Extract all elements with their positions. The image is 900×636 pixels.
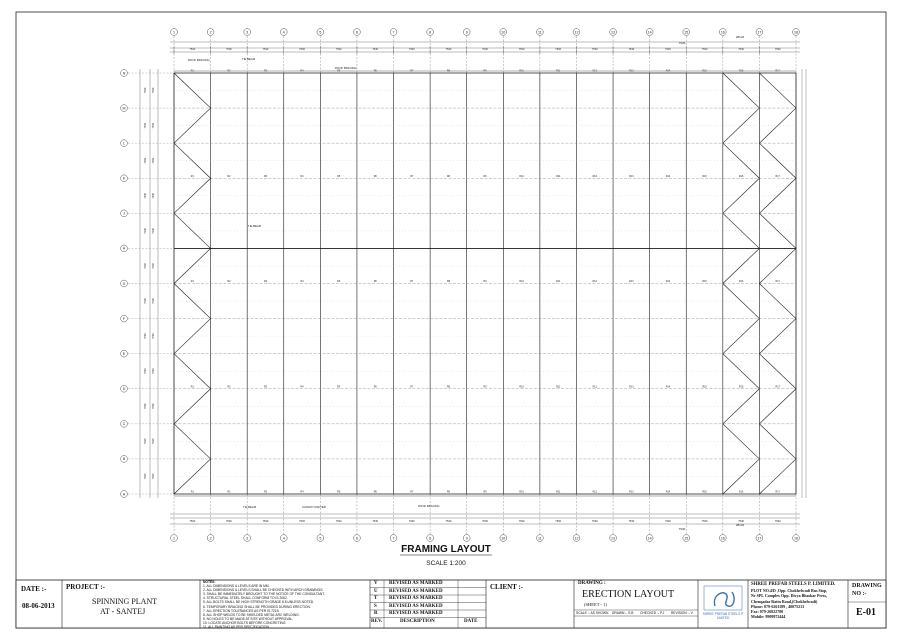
dim-text: 7530 xyxy=(152,122,155,129)
dim-bottom: 7530 xyxy=(678,527,686,531)
dim-text: 7530 xyxy=(152,473,155,480)
member-tag: R12 xyxy=(592,490,597,494)
scale-info: SCALE :- AS SHOWN xyxy=(576,611,609,615)
column-bubble-top-text: 1 xyxy=(173,30,175,35)
revision-desc: REVISED AS MARKED xyxy=(389,581,443,586)
column-bubble-top-text: 2 xyxy=(209,30,212,35)
date-label: DATE :- xyxy=(21,585,47,593)
note-line: 8. ALL SHOP WELDS TO BE SHIELDED METAL ARC WELDING. xyxy=(203,612,300,617)
row-bubble-text: L xyxy=(123,141,125,146)
annotation-tie-beam: TIE BEAM xyxy=(242,57,256,61)
dim-text: 7530 xyxy=(335,48,342,51)
bracing-member xyxy=(174,213,211,248)
dim-text: 7530 xyxy=(144,87,147,94)
member-tag: R8 xyxy=(446,174,450,178)
dim-text: 7530 xyxy=(482,48,488,51)
member-tag: R6 xyxy=(373,385,377,389)
bracing-member xyxy=(759,108,796,143)
bracing-member xyxy=(759,213,796,248)
bracing-member xyxy=(174,108,211,143)
notes-block xyxy=(203,580,368,629)
dim-text: 7530 xyxy=(591,48,598,51)
dim-top-right: 28142 xyxy=(735,35,745,39)
member-tag: R7 xyxy=(410,385,414,389)
bracing-member xyxy=(174,424,211,459)
member-tag: R16 xyxy=(738,69,744,73)
dim-text: 7530 xyxy=(518,48,525,51)
annotation-roof-bracing: ROOF BRACING xyxy=(188,58,210,62)
member-tag: R12 xyxy=(592,385,597,389)
revision-rev: U xyxy=(374,588,378,594)
address-line: Nr SPL Complex Opp. Divya Bhaskar Press, xyxy=(751,593,828,599)
dim-text: 7530 xyxy=(555,48,562,51)
dim-text: 7530 xyxy=(152,192,155,199)
note-line: 1. ALL DIMENSIONS & LEVELS ARE IN MM. xyxy=(203,584,270,589)
framing-plan xyxy=(121,29,806,542)
row-bubble-text: J xyxy=(123,211,125,216)
column-bubble-bottom-text: 11 xyxy=(538,536,542,541)
dim-text: 7530 xyxy=(189,48,196,51)
column-bubble-bottom-text: 15 xyxy=(684,536,689,541)
bracing-member xyxy=(759,354,796,389)
member-tag: R16 xyxy=(738,280,744,283)
column-bubble-top-text: 8 xyxy=(429,30,432,35)
member-tag: R2 xyxy=(227,69,231,73)
member-tag: R9 xyxy=(483,280,487,283)
dim-text: 7530 xyxy=(144,122,147,129)
drawing-sheet: (SHEET - 1) xyxy=(584,602,607,607)
dim-text: 7530 xyxy=(482,520,488,523)
row-bubble-text: D xyxy=(122,387,126,392)
member-tag: R6 xyxy=(373,174,377,178)
column-bubble-bottom-text: 7 xyxy=(392,536,395,541)
member-tag: R1 xyxy=(190,69,194,73)
revision-rev: R xyxy=(374,611,378,616)
note-line: 3. SHALL BE IMMEDIATELY BROUGHT TO THE NOTICE OF THE CONSULTANT. xyxy=(203,592,325,597)
member-tag: R3 xyxy=(263,280,268,283)
column-bubble-top-text: 7 xyxy=(392,30,395,35)
address-line: Fax: 079-26822780 xyxy=(751,609,784,615)
dim-text: 7530 xyxy=(225,520,232,523)
dim-text: 7530 xyxy=(591,520,598,523)
note-line: 2. ALL DIMENSIONS & LEVELS SHALL BE CHECKED WITH ARCH DRAWINGS. xyxy=(203,588,324,593)
dim-text: 7530 xyxy=(665,48,671,51)
dim-text: 7530 xyxy=(335,520,342,523)
column-bubble-bottom-text: 5 xyxy=(319,536,322,541)
column-bubble-bottom-text: 2 xyxy=(209,536,212,541)
column-bubble-bottom-text: 12 xyxy=(574,536,579,541)
revision-rev: T xyxy=(374,596,378,601)
drawing-no-label: DRAWING NO :- xyxy=(852,583,882,597)
dim-text: 7530 xyxy=(144,333,147,340)
dim-text: 7530 xyxy=(152,157,155,164)
address-line: Chenqadar Ratin Road,(Chokhelwadi) xyxy=(751,598,818,604)
bracing-member xyxy=(174,143,211,178)
drawing-label: DRAWING : xyxy=(578,581,606,586)
member-tag: R14 xyxy=(665,174,671,178)
dim-text: 7530 xyxy=(262,520,269,523)
note-line: 9. NO HOLES TO BE MADE AT SITE WITHOUT APPROVAL. xyxy=(203,616,294,621)
bracing-member xyxy=(174,389,211,424)
member-tag: R2 xyxy=(227,385,231,389)
bracing-member xyxy=(174,319,211,354)
bracing-member xyxy=(759,178,796,213)
member-tag: R9 xyxy=(483,385,487,389)
column-bubble-bottom-text: 17 xyxy=(757,536,762,541)
bracing-member xyxy=(174,459,211,494)
rev-header: REV. xyxy=(371,619,383,624)
annotation-tie-beam: TIE BEAM xyxy=(243,505,257,509)
dim-top: 7530 xyxy=(678,41,686,45)
member-tag: R7 xyxy=(410,280,414,283)
revision-rev: V xyxy=(374,581,378,586)
dim-text: 7530 xyxy=(628,520,635,523)
dim-text: 7530 xyxy=(144,227,147,234)
member-tag: R8 xyxy=(446,385,450,389)
member-tag: R13 xyxy=(629,490,634,494)
member-tag: R1 xyxy=(190,490,194,494)
drawn-info: DRAWN :- S.B xyxy=(612,611,634,615)
note-line: 5. ALL BOLTS SHALL BE HIGH STRENGTH GRADE 8.8 UNLESS NOTED. xyxy=(203,600,315,605)
dim-text: 7530 xyxy=(144,263,147,269)
bracing-member xyxy=(759,459,796,494)
company-name: SHREE PREFAB STEELS P. LIMITED. xyxy=(751,582,836,587)
member-tag: R8 xyxy=(446,280,450,283)
column-bubble-bottom-text: 3 xyxy=(246,536,249,541)
drawing-scale: SCALE 1:200 xyxy=(426,560,466,567)
drawing-number: E-01 xyxy=(856,607,876,618)
address-line: PLOT NO.4/D ,Opp. Chokhelwadi Bus Stop, xyxy=(751,588,828,593)
member-tag: R17 xyxy=(775,385,780,389)
bracing-member xyxy=(759,284,796,319)
member-tag: R17 xyxy=(775,174,780,178)
column-bubble-top-text: 5 xyxy=(319,30,322,35)
member-tag: R4 xyxy=(300,174,304,178)
member-tag: R2 xyxy=(227,280,231,283)
project-line-2: AT - SANTEJ xyxy=(100,607,146,616)
member-tag: R10 xyxy=(519,69,524,73)
column-bubble-top-text: 9 xyxy=(465,30,468,35)
member-tag: R12 xyxy=(592,174,597,178)
member-tag: R13 xyxy=(629,280,634,283)
dim-text: 7530 xyxy=(152,403,155,410)
row-bubble-text: G xyxy=(122,281,126,286)
member-tag: R5 xyxy=(337,490,341,494)
annotation-canopy-rafter: CANOPY RAFTER xyxy=(302,505,326,509)
member-tag: R7 xyxy=(410,490,414,494)
address-line: Mobile: 9909972444 xyxy=(751,614,786,620)
dim-text: 7530 xyxy=(152,263,155,269)
member-tag: R2 xyxy=(227,490,231,494)
member-tag: R9 xyxy=(483,69,487,73)
drawing-name: ERECTION LAYOUT xyxy=(582,589,675,600)
member-tag: R1 xyxy=(190,385,194,389)
dim-text: 7530 xyxy=(372,520,379,523)
member-tag: R12 xyxy=(592,69,597,73)
column-bubble-top-text: 13 xyxy=(611,30,616,35)
member-tag: R11 xyxy=(556,174,561,178)
dim-text: 7530 xyxy=(701,48,708,51)
revision-rev: S xyxy=(374,603,377,609)
column-bubble-top-text: 11 xyxy=(538,30,542,35)
revision-desc: REVISED AS MARKED xyxy=(389,596,443,601)
member-tag: R8 xyxy=(446,490,450,494)
row-bubble-text: K xyxy=(122,176,126,181)
annotation-roof-bracing: ROOF BRACING xyxy=(418,504,440,508)
member-tag: R10 xyxy=(519,174,524,178)
column-bubble-top-text: 17 xyxy=(757,30,762,35)
member-tag: R13 xyxy=(629,69,634,73)
member-tag: R7 xyxy=(410,69,414,73)
member-tag: R4 xyxy=(300,280,304,283)
member-tag: R4 xyxy=(300,385,304,389)
dim-text: 7530 xyxy=(152,227,155,234)
row-bubble-text: H xyxy=(122,246,126,251)
bracing-member xyxy=(174,248,211,283)
member-tag: R8 xyxy=(446,69,450,73)
member-tag: R5 xyxy=(337,385,341,389)
note-line: 4. STRUCTURAL STEEL SHALL CONFORM TO IS 2062. xyxy=(203,596,288,601)
column-bubble-bottom-text: 9 xyxy=(465,536,468,541)
column-bubble-bottom-text: 18 xyxy=(794,536,798,541)
client-label: CLIENT :- xyxy=(490,583,524,591)
logo-caption: SHREE PREFAB STEELS P LIMITED xyxy=(702,612,744,620)
dim-text: 7530 xyxy=(628,48,635,51)
drawing-title: FRAMING LAYOUT xyxy=(401,544,491,555)
dim-text: 7530 xyxy=(152,333,155,340)
column-bubble-bottom-text: 14 xyxy=(647,536,652,541)
row-bubble-text: F xyxy=(122,316,126,321)
column-bubble-bottom-text: 4 xyxy=(282,536,285,541)
member-tag: R16 xyxy=(738,385,744,389)
member-tag: R4 xyxy=(300,69,304,73)
dim-text: 7530 xyxy=(408,520,415,523)
note-line: 10. LOCATE ANCHOR BOLTS BEFORE CONCRETING. xyxy=(203,620,287,625)
column-bubble-top-text: 6 xyxy=(355,30,358,35)
dim-text: 7530 xyxy=(144,192,147,199)
member-tag: R6 xyxy=(373,490,377,494)
member-tag: R15 xyxy=(702,385,707,389)
annotation-roof-bracing: ROOF BRACING xyxy=(335,66,357,70)
member-tag: R14 xyxy=(665,69,671,73)
dim-text: 7530 xyxy=(144,368,147,375)
column-bubble-bottom-text: 16 xyxy=(720,536,725,541)
column-bubble-top-text: 4 xyxy=(282,30,285,35)
address-line: Phone: 079-6261189 , 40075213 xyxy=(751,603,805,609)
dim-text: 7530 xyxy=(152,298,155,304)
dim-text: 7530 xyxy=(262,48,269,51)
dim-text: 7530 xyxy=(738,520,745,523)
project-label: PROJECT :- xyxy=(66,583,105,591)
column-bubble-top-text: 14 xyxy=(647,30,652,35)
member-tag: R1 xyxy=(190,280,194,283)
row-bubble-text: C xyxy=(122,422,126,427)
member-tag: R11 xyxy=(556,280,561,283)
dim-text: 7530 xyxy=(701,520,708,523)
dim-text: 7530 xyxy=(408,48,415,51)
member-tag: R15 xyxy=(702,174,707,178)
member-tag: R17 xyxy=(775,69,780,73)
dim-text: 7530 xyxy=(225,48,232,51)
column-bubble-top-text: 12 xyxy=(574,30,579,35)
desc-header: DESCRIPTION xyxy=(400,619,435,624)
member-tag: R14 xyxy=(665,385,671,389)
member-tag: R10 xyxy=(519,385,524,389)
dim-text: 7530 xyxy=(152,87,155,94)
member-tag: R15 xyxy=(702,69,707,73)
dim-text: 7530 xyxy=(144,438,147,445)
dim-text: 7530 xyxy=(152,438,155,445)
row-bubble-text: N xyxy=(122,71,126,76)
dim-text: 7530 xyxy=(445,520,452,523)
date-header: DATE xyxy=(464,619,478,624)
dim-text: 7530 xyxy=(774,520,781,523)
dim-text: 7530 xyxy=(144,403,147,410)
member-tag: R9 xyxy=(483,174,487,178)
company-address xyxy=(751,588,827,620)
column-bubble-bottom-text: 8 xyxy=(429,536,432,541)
annotation-tie-beam: TIE BEAM xyxy=(248,224,262,228)
dim-text: 7530 xyxy=(144,298,147,304)
member-tag: R11 xyxy=(556,385,561,389)
dim-text: 7530 xyxy=(774,48,781,51)
member-tag: R16 xyxy=(738,490,744,494)
note-line: 6. TEMPORARY BRACING SHALL BE PROVIDED DURING ERECTION. xyxy=(203,604,311,609)
member-tag: R17 xyxy=(775,490,780,494)
revision-desc: REVISED AS MARKED xyxy=(389,603,443,609)
dim-text: 7530 xyxy=(189,520,196,523)
member-tag: R11 xyxy=(556,490,561,494)
project-line-1: SPINNING PLANT xyxy=(92,597,158,606)
member-tag: R13 xyxy=(629,385,634,389)
row-bubble-text: A xyxy=(122,492,126,497)
member-tag: R15 xyxy=(702,280,707,283)
member-tag: R14 xyxy=(665,280,671,283)
member-tag: R15 xyxy=(702,490,707,494)
bracing-member xyxy=(759,319,796,354)
member-tag: R10 xyxy=(519,280,524,283)
bracing-member xyxy=(174,284,211,319)
column-bubble-top-text: 16 xyxy=(720,30,725,35)
member-tag: R7 xyxy=(410,174,414,178)
member-tag: R12 xyxy=(592,280,597,283)
member-tag: R9 xyxy=(483,490,487,494)
member-tag: R5 xyxy=(337,174,341,178)
row-bubble-text: M xyxy=(122,106,126,111)
column-bubble-top-text: 18 xyxy=(794,30,798,35)
dim-text: 7530 xyxy=(299,520,305,523)
revision-desc: REVISED AS MARKED xyxy=(389,611,443,616)
column-bubble-bottom-text: 10 xyxy=(501,536,506,541)
bracing-member xyxy=(759,389,796,424)
bracing-member xyxy=(174,178,211,213)
member-tag: R5 xyxy=(337,69,341,73)
bracing-member xyxy=(174,73,211,108)
bracing-member xyxy=(759,73,796,108)
member-tag: R3 xyxy=(263,69,268,73)
member-tag: R6 xyxy=(373,280,377,283)
dim-text: 7530 xyxy=(372,48,379,51)
column-bubble-top-text: 10 xyxy=(501,30,506,35)
column-bubble-bottom-text: 6 xyxy=(355,536,358,541)
column-bubble-bottom-text: 13 xyxy=(611,536,616,541)
dim-text: 7530 xyxy=(299,48,305,51)
dim-text: 7530 xyxy=(144,157,147,164)
member-tag: R14 xyxy=(665,490,671,494)
dim-text: 7530 xyxy=(518,520,525,523)
bracing-member xyxy=(759,143,796,178)
member-tag: R11 xyxy=(556,69,561,73)
member-tag: R10 xyxy=(519,490,524,494)
row-bubble-text: E xyxy=(122,351,126,356)
member-tag: R3 xyxy=(263,385,268,389)
note-line: 11. ALL PAINTING AS PER SPECIFICATION. xyxy=(203,625,270,630)
note-line: 7. ALL ERECTION TOLERANCES AS PER IS 7215. xyxy=(203,608,280,613)
member-tag: R3 xyxy=(263,174,268,178)
member-tag: R17 xyxy=(775,280,780,283)
bracing-member xyxy=(759,424,796,459)
member-tag: R1 xyxy=(190,174,194,178)
revision-desc: REVISED AS MARKED xyxy=(389,588,443,594)
checked-info: CHECKED :- P.J xyxy=(640,611,665,615)
member-tag: R13 xyxy=(629,174,634,178)
column-bubble-top-text: 15 xyxy=(684,30,689,35)
dim-text: 7530 xyxy=(738,48,745,51)
dim-text: 7530 xyxy=(665,520,671,523)
date-value: 08-06-2013 xyxy=(22,602,55,610)
dim-bottom-right: 28142 xyxy=(735,523,745,527)
notes-heading: NOTES: xyxy=(203,580,216,584)
bracing-member xyxy=(174,354,211,389)
dim-text: 7530 xyxy=(152,368,155,375)
revision-info: REVISION :- V xyxy=(671,611,693,615)
column-bubble-bottom-text: 1 xyxy=(173,536,175,541)
member-tag: R4 xyxy=(300,490,304,494)
member-tag: R2 xyxy=(227,174,231,178)
row-bubble-text: B xyxy=(122,457,126,462)
dim-text: 7530 xyxy=(144,473,147,480)
bracing-member xyxy=(759,248,796,283)
member-tag: R6 xyxy=(373,69,377,73)
member-tag: R3 xyxy=(263,490,268,494)
dim-text: 7530 xyxy=(555,520,562,523)
member-tag: R5 xyxy=(337,280,341,283)
member-tag: R16 xyxy=(738,174,744,178)
dim-text: 7530 xyxy=(445,48,452,51)
column-bubble-top-text: 3 xyxy=(246,30,249,35)
